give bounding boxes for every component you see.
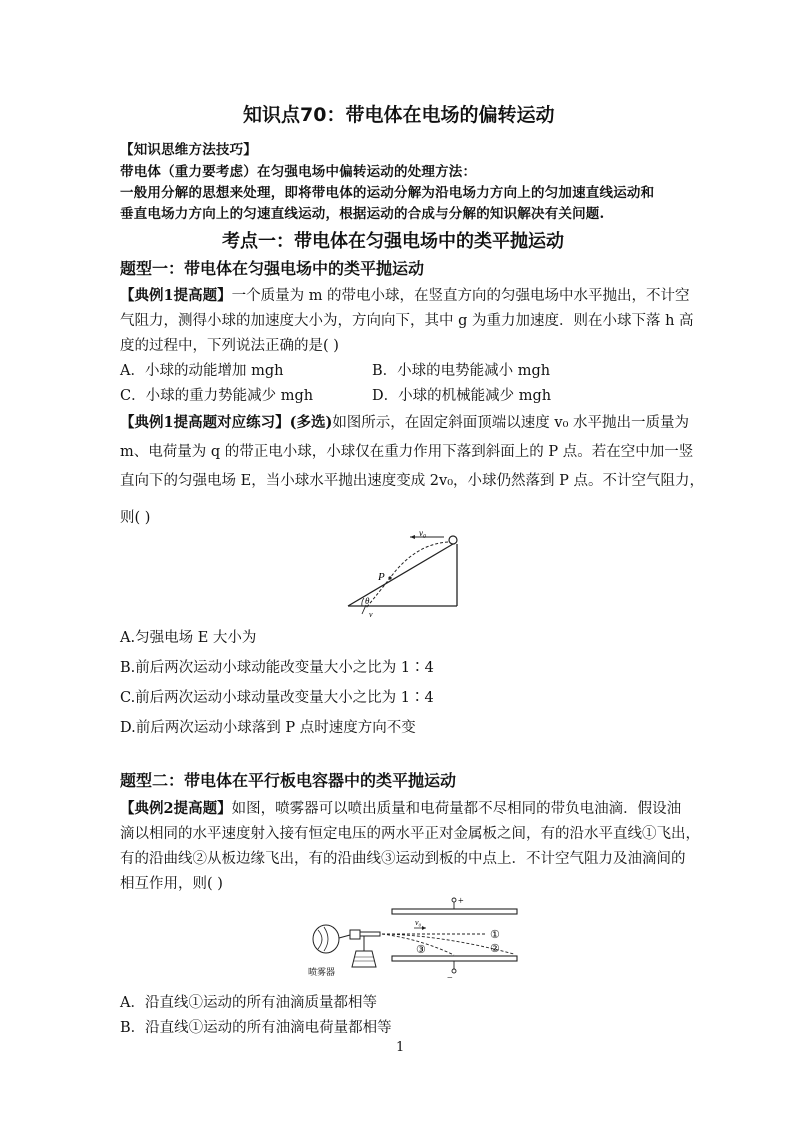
page-title: 知识点70：带电体在电场的偏转运动 — [243, 104, 555, 126]
question-line: 度的过程中，下列说法正确的是( ) — [120, 338, 339, 354]
question-line: 有的沿曲线②从板边缘飞出，有的沿曲线③运动到板的中点上．不计空气阻力及油滴间的 — [120, 851, 686, 867]
option-b: B．沿直线①运动的所有油滴电荷量都相等 — [120, 1020, 392, 1036]
question-line: 相互作用，则( ) — [120, 876, 223, 892]
p-label: P — [378, 571, 385, 583]
option-c: C．小球的重力势能减少 mgh — [120, 388, 314, 404]
capacitor-figure — [302, 893, 524, 983]
question-line: m、电荷量为 q 的带正电小球，小球仅在重力作用下落到斜面上的 P 点。若在空中加一竖 — [120, 444, 694, 460]
v0-label: v₀ — [419, 528, 427, 538]
v-label: v — [369, 610, 373, 619]
example-tag: 【典例2提高题】 — [120, 800, 232, 817]
option-a: A．沿直线①运动的所有油滴质量都相等 — [120, 995, 377, 1011]
v0-label: v₀ — [415, 918, 422, 927]
option-c: C.前后两次运动小球动量改变量大小之比为 1∶4 — [120, 690, 434, 706]
option-a: A．小球的动能增加 mgh — [120, 363, 284, 379]
question-line: 如图，喷雾器可以喷出质量和电荷量都不尽相同的带负电油滴．假设油 — [231, 801, 682, 817]
method-line: 垂直电场力方向上的匀速直线运动，根据运动的合成与分解的知识解决有关问题. — [120, 206, 605, 222]
section-title: 考点一：带电体在匀强电场中的类平抛运动 — [222, 231, 564, 252]
question-line: 气阻力，测得小球的加速度大小为，方向向下，其中 g 为重力加速度．则在小球下落 h 高 — [120, 313, 694, 329]
option-d: D．小球的机械能减少 mgh — [372, 388, 552, 404]
path-three-label: ③ — [416, 944, 426, 956]
path-two-label: ② — [490, 943, 500, 955]
incline-figure — [340, 528, 465, 620]
question-line: 直向下的匀强电场 E，当小球水平抛出速度变成 2v₀，小球仍然落到 P 点。不计空气阻力， — [120, 473, 705, 489]
option-b: B.前后两次运动小球动能改变量大小之比为 1∶4 — [120, 660, 434, 676]
method-line: 带电体（重力要考虑）在匀强电场中偏转运动的处理方法： — [120, 164, 477, 180]
question-line: 则( ) — [120, 510, 151, 526]
example-tag: 【典例1提高题对应练习】(多选) — [120, 414, 333, 431]
method-heading: 【知识思维方法技巧】 — [120, 142, 257, 158]
type-title: 题型二：带电体在平行板电容器中的类平抛运动 — [120, 771, 457, 790]
path-one-label: ① — [490, 929, 500, 941]
option-a: A.匀强电场 E 大小为 — [120, 630, 257, 646]
type-title: 题型一：带电体在匀强电场中的类平抛运动 — [120, 259, 425, 278]
question-line: 如图所示，在固定斜面顶端以速度 v₀ 水平抛出一质量为 — [332, 415, 690, 431]
question-line: 一个质量为 m 的带电小球，在竖直方向的匀强电场中水平抛出，不计空 — [231, 288, 690, 304]
question-line: 滴以相同的水平速度射入接有恒定电压的两水平正对金属板之间，有的沿水平直线①飞出， — [120, 826, 700, 842]
sprayer-label: 喷雾器 — [308, 967, 336, 977]
method-line: 一般用分解的思想来处理，即将带电体的运动分解为沿电场力方向上的匀加速直线运动和 — [120, 185, 655, 201]
page-number: 1 — [396, 1040, 405, 1055]
plus-sign: + — [458, 896, 464, 907]
theta-label: θ — [365, 596, 370, 606]
option-b: B．小球的电势能减小 mgh — [372, 363, 551, 379]
minus-sign: − — [447, 973, 453, 983]
example-tag: 【典例1提高题】 — [120, 287, 232, 304]
option-d: D.前后两次运动小球落到 P 点时速度方向不变 — [120, 720, 416, 736]
